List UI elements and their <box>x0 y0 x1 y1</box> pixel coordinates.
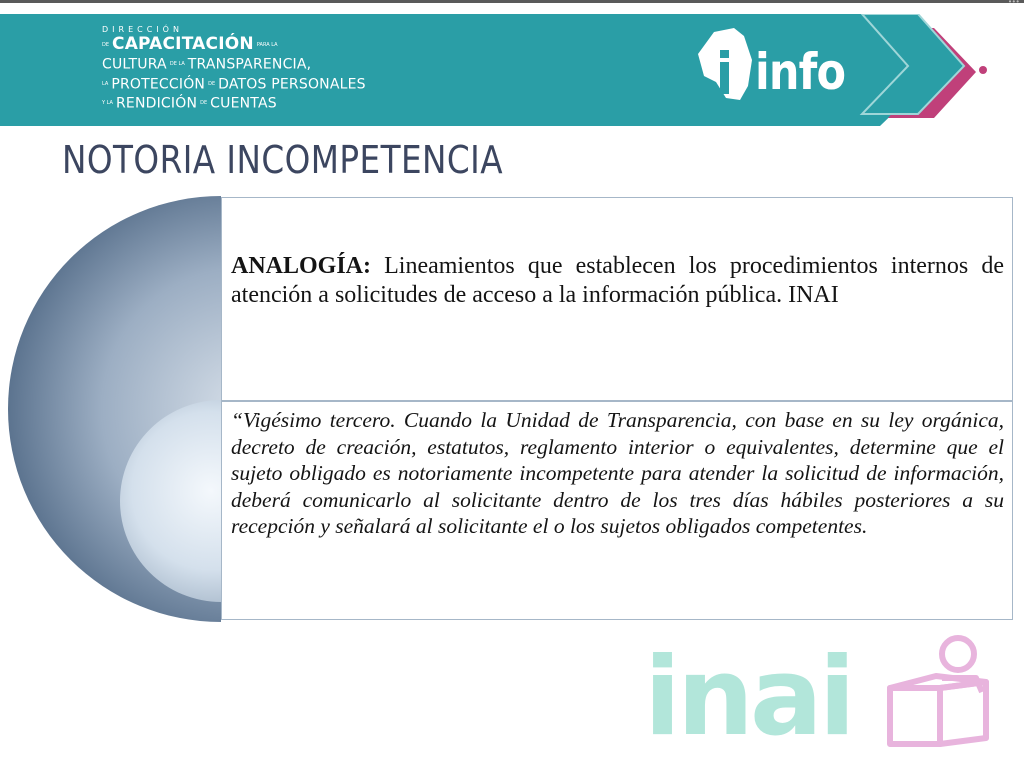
page-title: NOTORIA INCOMPETENCIA <box>62 138 504 182</box>
decorative-orb <box>0 0 240 640</box>
info-logo-text: info <box>755 43 846 101</box>
org-name-line4: LA PROTECCIÓN DE DATOS PERSONALES <box>102 76 366 92</box>
window-corner-dots: ••• <box>1008 0 1020 6</box>
watermark-figure-icon <box>890 638 986 744</box>
analogy-card <box>221 197 1013 401</box>
analogy-text: Lineamientos que establecen los procedimientos internos de atención a solicitudes de acceso a la información pública. INAI <box>231 253 1004 308</box>
org-name-line1: DIRECCIÓN <box>102 25 183 34</box>
analogy-paragraph <box>231 252 1004 310</box>
inai-watermark <box>640 630 1010 760</box>
analogy-label: ANALOGÍA: <box>231 253 372 279</box>
org-name-line3: CULTURA DE LA TRANSPARENCIA, <box>102 56 312 73</box>
watermark-text: inai <box>644 635 852 760</box>
quote-text: “Vigésimo tercero. Cuando la Unidad de Transparencia, con base en su ley orgánica, decreto de creación, estatutos, reglamento interior o equivalentes, determine que el sujeto obligado es notoriamente incompetente para atender la solicitud de información, deberá comunicarlo al solicitante dentro de los tres días hábiles posteriores a su recepción y señalará al solicitante el o los sujetos obligados competentes. <box>231 408 1004 538</box>
org-name-line5: Y LA RENDICIÓN DE CUENTAS <box>102 95 277 112</box>
quote-card <box>221 401 1013 620</box>
org-name-line2: DE CAPACITACIÓN PARA LA <box>102 34 278 54</box>
